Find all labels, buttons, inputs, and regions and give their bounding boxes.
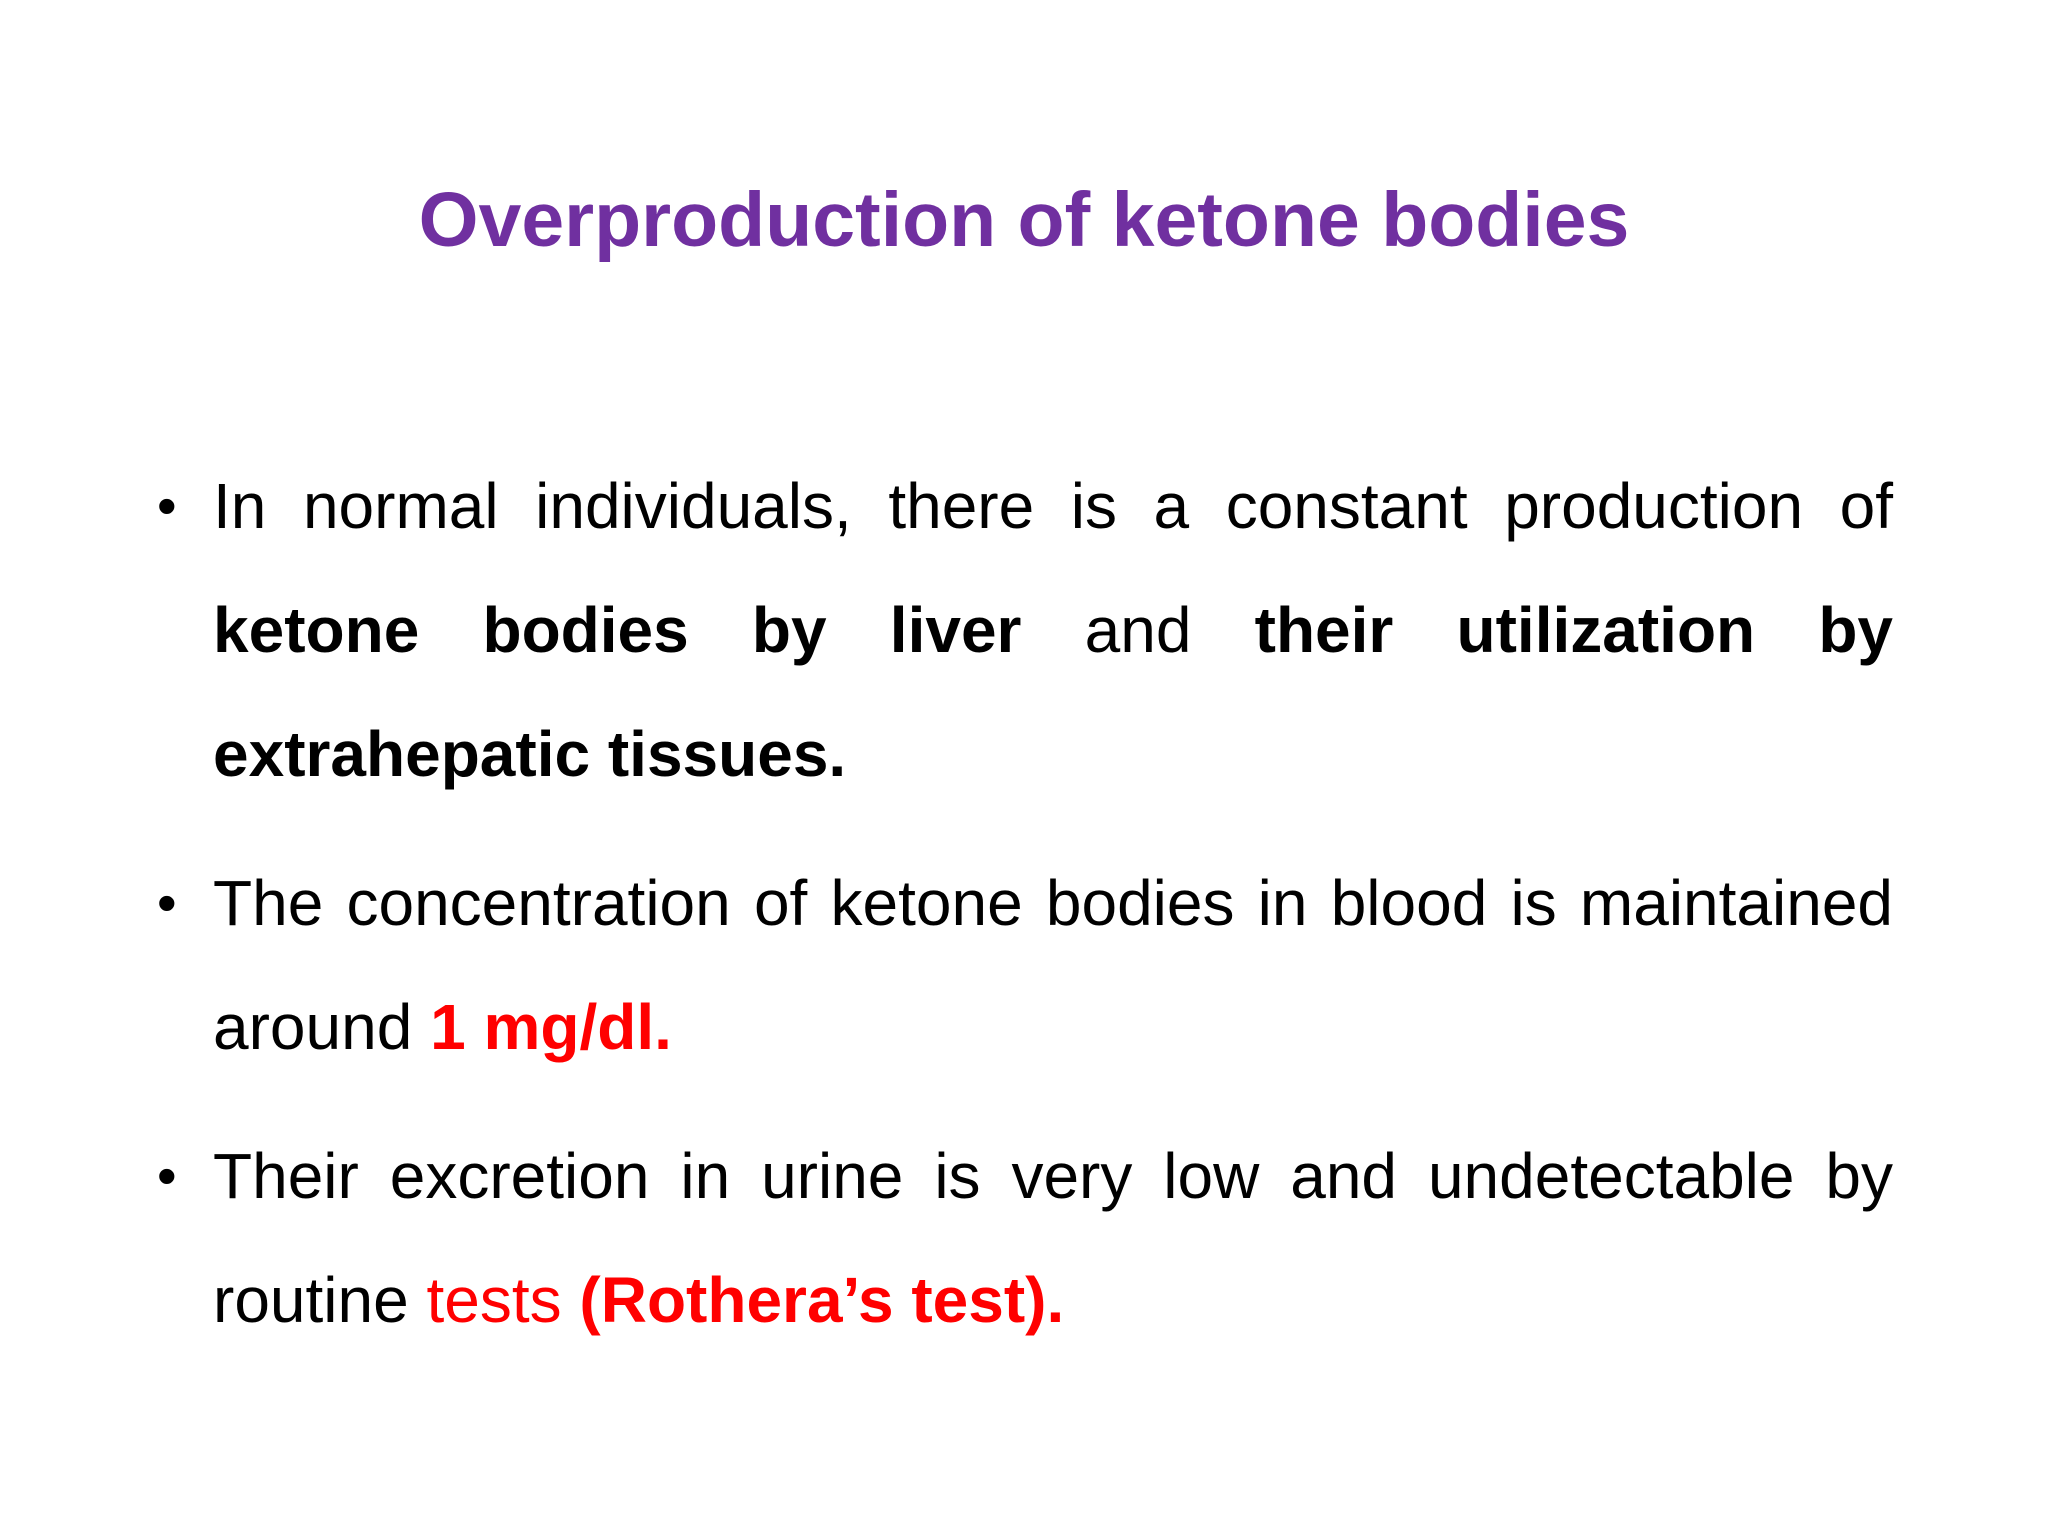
bullet-list <box>157 444 1894 1387</box>
bullet-item-1 <box>157 444 1894 816</box>
bullet-item-3 <box>157 1114 1893 1362</box>
slide-title: Overproduction of ketone bodies <box>418 177 1630 263</box>
bullet-text <box>562 1264 580 1336</box>
highlight-value: 1 mg/dl. <box>430 991 672 1063</box>
highlight-bold-text: (Rothera’s test). <box>579 1264 1065 1336</box>
bullet-text: and <box>1021 594 1255 666</box>
highlight-text: tests <box>426 1264 562 1336</box>
bullet-marker: • <box>157 474 177 537</box>
bullet-marker: • <box>157 871 177 934</box>
bullet-bold-text: their utilization by extrahepatic tissues. <box>213 594 1894 790</box>
bullet-text: The concentration of ketone bodies in blood is maintained around <box>213 867 1893 1063</box>
bullet-marker: • <box>157 1144 177 1207</box>
bullet-bold-text: ketone bodies by liver <box>213 594 1022 666</box>
bullet-item-2 <box>157 841 1893 1089</box>
bullet-text: In normal individuals, there is a constant production of <box>213 470 1893 542</box>
bullet-text: Their excretion in urine is very low and undetectable by routine <box>213 1140 1893 1336</box>
